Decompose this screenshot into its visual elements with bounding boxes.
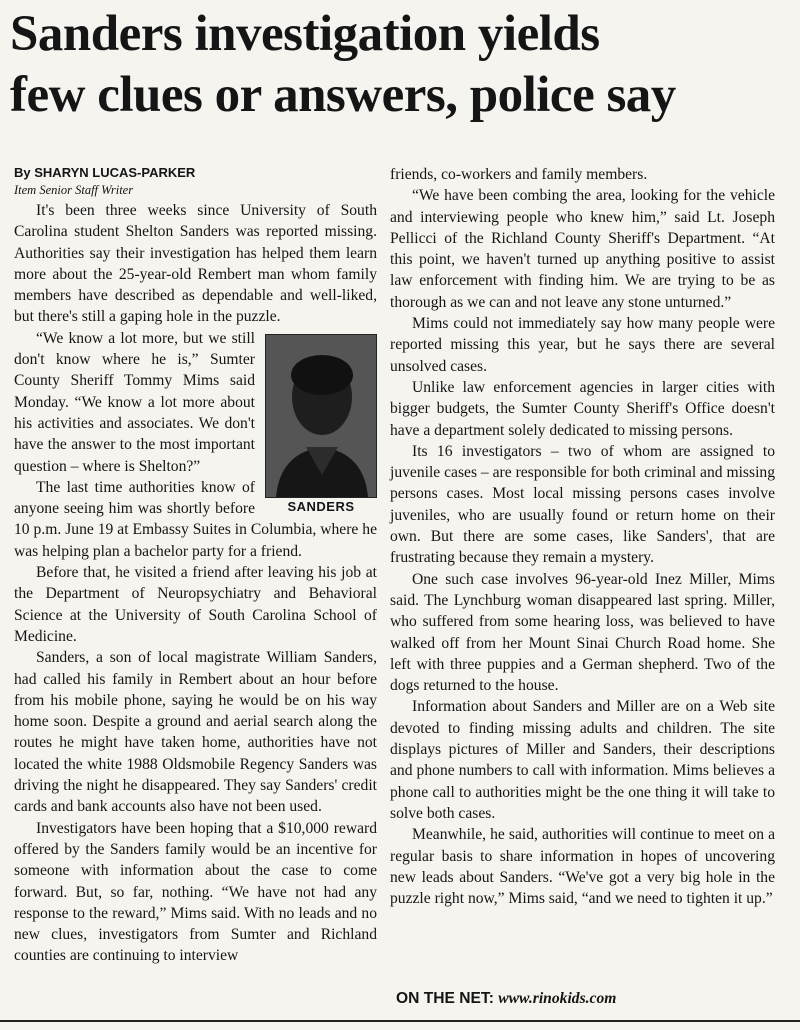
article-paragraph: Sanders, a son of local magistrate William Sanders, had called his family in Rembert about an hour before from his mobile phone, saying he would be on his way home soon. Despite a ground and aerial search along the routes he might have taken home, authorities have not located the white 1988 Oldsmobile Regency Sanders was driving the night he disappeared. They say Sanders' credit cards and bank accounts also have not been used. (14, 649, 377, 816)
article-paragraph: Before that, he visited a friend after leaving his job at the Department of Neuropsychiatry and Behavioral Science at the University of South Carolina School of Medicine. (14, 564, 377, 645)
article-paragraph: One such case involves 96-year-old Inez Miller, Mims said. The Lynchburg woman disappeared last spring. Miller, who suffered from some hearing loss, was believed to have walked off from her Mount Sinai Church Road home. She left with three puppies and a German shepherd. Two of the dogs returned to the house. (390, 570, 775, 695)
bottom-rule (0, 1020, 800, 1022)
on-the-net-url: www.rinokids.com (498, 990, 617, 1007)
article-paragraph: “We have been combing the area, looking for the vehicle and interviewing people who knew him,” said Lt. Joseph Pellicci of the Richland County Sheriff's Department. “At this point, we haven't turned up anything positive to assist law enforcement with finding him. We are trying to be as thorough as we can and not leave any stone unturned.” (390, 187, 775, 311)
article-paragraph: Meanwhile, he said, authorities will continue to meet on a regular basis to share information in hopes of uncovering new leads about Sanders. “We've got a very big hole in the puzzle right now,” Mims said, “and we need to tighten it up.” (390, 826, 775, 908)
byline-title: Item Senior Staff Writer (14, 183, 134, 197)
headline (10, 4, 790, 126)
right-column (390, 164, 775, 909)
article-paragraph: Investigators have been hoping that a $10,000 reward offered by the Sanders family would be an incentive for someone with information about the case to come forward. But, so far, nothing. “We have not had any response to the reward,” Mims said. With no leads and no new clues, investigators from Sumter and Richland counties are continuing to interview (14, 819, 377, 965)
byline (14, 164, 377, 182)
photo-caption: SANDERS (287, 498, 355, 514)
byline-by: By (14, 165, 31, 180)
article-paragraph: Information about Sanders and Miller are on a Web site devoted to finding missing adults and children. The site displays pictures of Miller and Sanders, their descriptions and phone numbers to call with information. Mims believes a phone call to authorities might be the one thing it will take to solve both cases. (390, 698, 775, 822)
article-continuation: friends, co-workers and family members. (390, 166, 648, 183)
left-column (14, 164, 377, 967)
article-paragraph: “We know a lot more, but we still don't know where he is,” Sumter County Sheriff Tommy Mims said Monday. “We know a lot more about his activities and associates. We don't have the answer to the most important question – where is Shelton?” (14, 329, 255, 475)
headline-line-1: Sanders investigation yields (10, 6, 600, 62)
photo-block (265, 334, 377, 516)
headline-line-2: few clues or answers, police say (10, 67, 676, 123)
article-paragraph: It's been three weeks since University of South Carolina student Shelton Sanders was reported missing. Authorities say their investigation has helped them learn more about the 25-year-old Rembert man whom family members have described as dependable and well-liked, but there's still a gaping hole in the puzzle. (14, 202, 377, 326)
article-paragraph: Its 16 investigators – two of whom are assigned to juvenile cases – are responsible for both criminal and missing persons cases. Most local missing persons cases involve juveniles, who are usually found or return home on their own. But there are some cases, like Sanders', that are frustrating because they remain a mystery. (390, 442, 775, 567)
on-the-net-label: ON THE NET: (396, 990, 494, 1007)
sanders-photo (265, 334, 377, 498)
article-paragraph: The last time authorities know of anyone seeing him was shortly before 10 p.m. June 19 at Embassy Suites in Columbia, where he was helping plan a bachelor party for a friend. (14, 478, 377, 560)
on-the-net (396, 990, 616, 1008)
article-paragraph: Mims could not immediately say how many people were reported missing this year, but he says there are several unsolved cases. (390, 315, 775, 375)
portrait-image (266, 335, 376, 497)
byline-author: SHARYN LUCAS-PARKER (34, 165, 196, 180)
article-paragraph: Unlike law enforcement agencies in larger cities with bigger budgets, the Sumter County Sheriff's Office doesn't have a department solely dedicated to missing persons. (390, 378, 775, 439)
